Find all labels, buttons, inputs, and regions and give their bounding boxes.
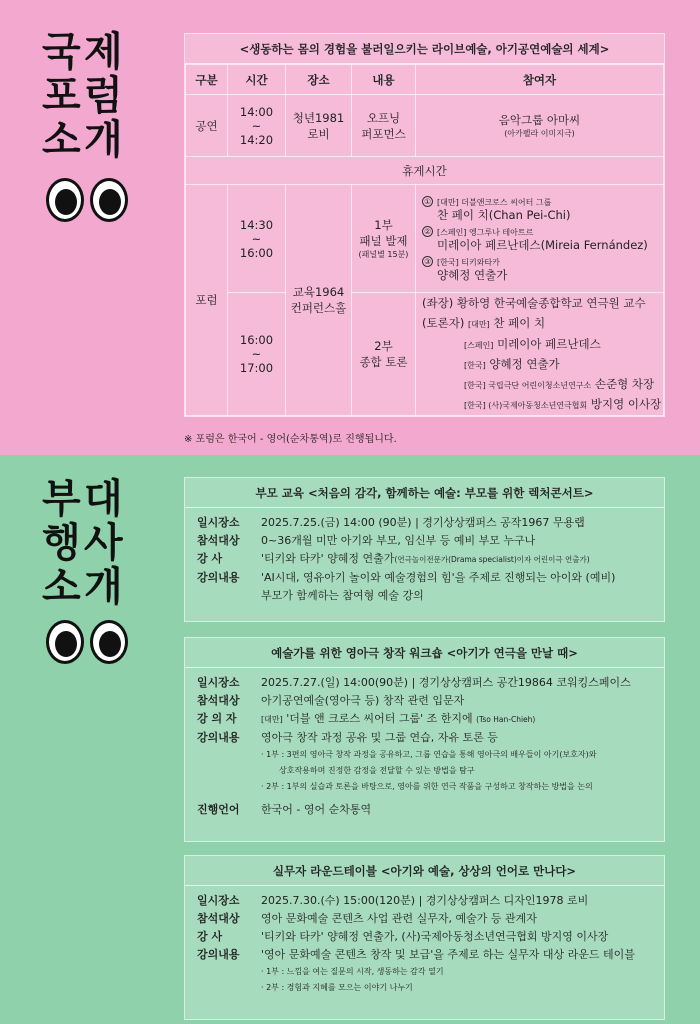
eyes-illustration [46,620,128,664]
title-char: 행 [42,520,79,566]
discussant-line: [한국] 국립극단 어린이청소년연구소 손준형 차장 [464,377,655,391]
cell-type: 포럼 [186,185,228,416]
event-subnote: · 1부 : 3편의 영아극 창작 과정을 공유하고, 그룹 연습을 통해 영아극의 배우들이 아기(보호자)와 [261,750,597,759]
title-char: 포 [42,73,79,119]
panelist-item: ① [대만] 더블앤크로스 씨어터 그룹 [422,195,663,209]
section-title-side-events [42,477,124,609]
chair-line: (좌장) 황하영 한국예술종합학교 연극원 교수 [422,296,646,310]
panelist-item: ② [스페인] 엥그루나 테아트르 [422,225,663,239]
forum-notice: ※ 포럼은 한국어 - 영어(순차통역)로 진행됩니다. [184,434,397,445]
cell-panelists [416,185,664,293]
side-events-section [0,455,700,1024]
title-char: 소 [42,564,79,610]
event-subnote: 상호작용하며 진정한 감정을 전달할 수 있는 방법을 탐구 [279,766,475,775]
table-row-forum-part2 [186,293,664,416]
cell-content: 오프닝 퍼포먼스 [352,95,416,157]
event-panel-parent-lecture [184,477,665,622]
event-row: 일시장소 2025.7.30.(수) 15:00(120분) | 경기상상캠퍼스 디자인1978 로비 [197,894,589,907]
schedule-table [185,64,664,416]
panelist-name: 양혜정 연출가 [437,268,508,282]
cell-content: 2부 종합 토론 [352,293,416,416]
event-row: 강의내용 영아극 창작 과정 공유 및 그룹 연습, 자유 토론 등 [197,731,498,744]
table-row-forum-part1 [186,185,664,293]
title-char: 대 [84,476,121,522]
eye-icon [46,178,84,222]
panelist-name: 미레이아 페르난데스(Mireia Fernández) [437,238,648,252]
event-title: 실무자 라운드테이블 <아기와 예술, 상상의 언어로 만나다> [185,856,664,886]
event-row: 일시장소 2025.7.27.(일) 14:00(90분) | 경기상상캠퍼스 공간19864 코워킹스페이스 [197,676,631,689]
cell-time: 14:00 ~ 14:20 [228,95,286,157]
title-char: 개 [84,117,121,163]
event-subnote: · 2부 : 1부의 실습과 토론을 바탕으로, 영아를 위한 연극 작품을 구성하고 창작하는 방법을 논의 [261,782,593,791]
discussant-line: (토론자) [대만] 찬 페이 치 [422,316,546,330]
title-char: 개 [84,564,121,610]
event-panel-workshop [184,637,665,842]
table-row-performance [186,95,664,157]
title-char: 부 [42,476,79,522]
discussant-line: [한국] 양혜정 연출가 [464,357,560,371]
event-row: 참석대상 영아 문화예술 콘텐츠 사업 관련 실무자, 예술가 등 관계자 [197,912,537,925]
eye-icon [90,178,128,222]
event-row: 일시장소 2025.7.25.(금) 14:00 (90분) | 경기상상캠퍼스 공작1967 무용랩 [197,516,585,529]
event-row: 참석대상 아기공연예술(영아극 등) 창작 관련 입문자 [197,694,465,707]
title-char: 제 [84,29,121,75]
title-char: 소 [42,117,79,163]
event-row: 강 의 자 [대만] '더블 앤 크로스 씨어터 그룹' 조 한지에 (Tso Han-Chieh) [197,712,536,725]
cell-time: 16:00 ~ 17:00 [228,293,286,416]
event-row: 강의내용 '영아 문화예술 콘텐츠 창작 및 보급'을 주제로 하는 실무자 대상 라운드 테이블 [197,948,635,961]
col-header: 시간 [228,65,286,95]
section-title-international-forum [42,30,124,162]
forum-schedule-panel [184,33,665,417]
panelist-item: ③ [한국] 티키와타카 [422,255,663,269]
col-header: 장소 [286,65,352,95]
cell-content: 1부 패널 발제 (패널별 15분) [352,185,416,293]
title-char: 국 [42,29,79,75]
cell-discussants [416,293,664,416]
col-header: 참여자 [416,65,664,95]
panel-title: <생동하는 몸의 경험을 불러일으키는 라이브예술, 아기공연예술의 세계> [185,34,664,64]
table-header-row [186,65,664,95]
event-row: 진행언어 한국어 - 영어 순차통역 [197,803,372,816]
event-row: 참석대상 0~36개월 미만 아기와 부모, 임신부 등 예비 부모 누구나 [197,534,536,547]
col-header: 내용 [352,65,416,95]
event-title: 부모 교육 <처음의 감각, 함께하는 예술: 부모를 위한 렉처콘서트> [185,478,664,508]
cell-type: 공연 [186,95,228,157]
event-title: 예술가를 위한 영아극 창작 워크숍 <아기가 연극을 만날 때> [185,638,664,668]
event-subnote: · 2부 : 경험과 지혜를 모으는 이야기 나누기 [261,983,413,992]
international-forum-section [0,0,700,455]
event-row: 강 사 '티키와 타카' 양혜정 연출가, (사)국제아동청소년연극협회 방지영 이사장 [197,930,609,943]
title-char: 사 [84,520,121,566]
event-row: 강의내용 'AI시대, 영유아기 놀이와 예술경험의 힘'을 주제로 진행되는 아이와 (예비) 부모가 함께하는 참여형 예술 강의 [197,571,616,602]
discussant-line: [한국] (사)국제아동청소년연극협회 방지영 이사장 [464,397,662,411]
cell-place: 교육1964 컨퍼런스홀 [286,185,352,416]
title-char: 럼 [84,73,121,119]
event-subnote: · 1부 : 느낌을 여는 질문의 시작, 생동하는 감각 열기 [261,967,444,976]
break-label: 휴게시간 [186,157,664,185]
eyes-illustration [46,178,128,222]
cell-time: 14:30 ~ 16:00 [228,185,286,293]
discussant-line: [스페인] 미레이아 페르난데스 [464,337,601,351]
eye-icon [46,620,84,664]
event-row: 강 사 '티키와 타카' 양혜정 연출가(연극놀이전문가(Drama specialist)이자 어린이극 연출가) [197,552,590,565]
col-header: 구분 [186,65,228,95]
table-row-break [186,157,664,185]
eye-icon [90,620,128,664]
panelist-name: 찬 페이 치(Chan Pei-Chi) [437,208,571,222]
event-panel-roundtable [184,855,665,1020]
cell-participant: 음악그룹 아마씨 (아카펠라 이미지극) [416,95,664,157]
cell-place: 청년1981 로비 [286,95,352,157]
